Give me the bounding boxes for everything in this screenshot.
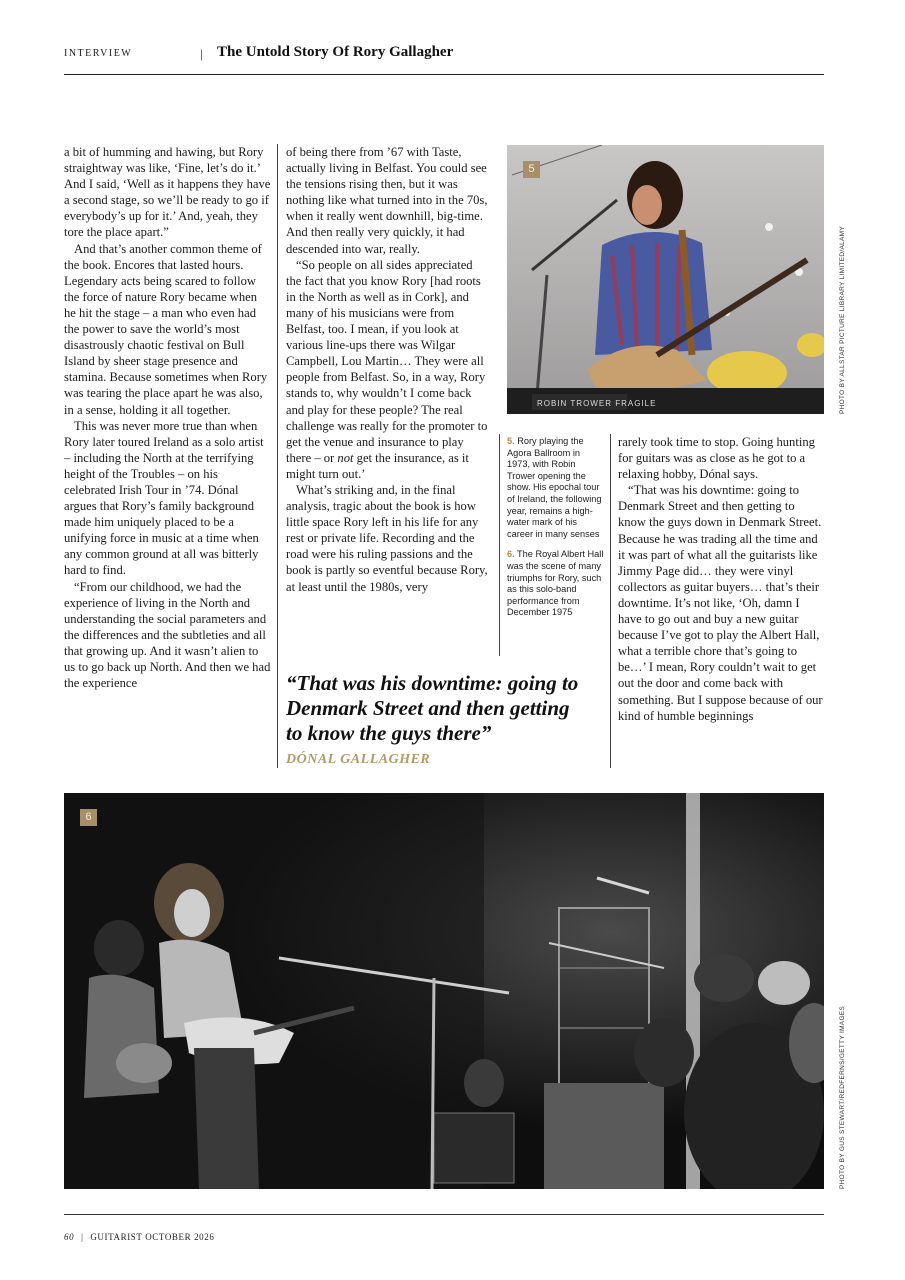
section-kicker: INTERVIEW	[64, 48, 133, 59]
caption-text: The Royal Albert Hall was the scene of many triumphs for Rory, such as this solo-band performance from December 1975	[507, 549, 604, 618]
caption-divider	[499, 434, 500, 656]
paragraph-text: “So people on all sides appreciated the fact that you know Rory [had roots in the North as well as in Cork], and many of his musicians were from Belfast, too. I mean, if you look at various line-ups there was Wilgar Campbell, Lou Martin… They were all people from Belfast. So, in a way, Rory stands to, why wouldn’t I come back and play for these people? The real challenge was really for the promoter to get the venue and insurance to play there – or	[286, 257, 488, 465]
photo-5-credit: PHOTO BY ALLSTAR PICTURE LIBRARY LIMITED/ALAMY	[839, 225, 846, 414]
paragraph: “That was his downtime: going to Denmark Street and then getting to know the guys down in Denmark Street. Because he was trading all the time and it was part of what all the guitarists like Jimmy Page did… they were vinyl collectors as guitar buyers… that’s their downtime. It’s not like, ‘Oh, damn I have to go out and buy a new guitar because I’ve got to play the Albert Hall, what a terrible chore that’s going to be…’ I mean, Rory couldn’t wait to get out the door and come back with something. But I suppose because of our kind of humble beginnings	[618, 483, 823, 723]
caption-6	[507, 549, 604, 619]
paragraph-text: get the insurance, as it might turn out.’	[286, 450, 469, 481]
photo-6-number-badge: 6	[80, 809, 97, 826]
emphasis-text: not	[337, 450, 354, 465]
column-divider	[610, 434, 611, 768]
body-column-1	[64, 144, 271, 691]
paragraph: What’s striking and, in the final analysis, tragic about the book is how little space Rory left in his life for any rest or private life. Recording and the road were his ruling passions and the book is partly so eventful because Rory, at least until the 1980s, very	[286, 482, 488, 594]
caption-number: 5.	[507, 436, 515, 446]
caption-5	[507, 436, 604, 540]
photo-6-illustration	[64, 793, 824, 1189]
article-title: The Untold Story Of Rory Gallagher	[217, 44, 454, 60]
pull-quote-attribution: DÓNAL GALLAGHER	[286, 752, 431, 767]
caption-number: 6.	[507, 549, 515, 560]
caption-text: Rory playing the Agora Ballroom in 1973, with Robin Trower opening the show. His epochal tour of Ireland, the following year, remains a high-water mark of his career in many senses	[507, 436, 602, 539]
page-footer	[64, 1232, 214, 1242]
photo-5-banner-text: ROBIN TROWER FRAGILE	[537, 399, 657, 408]
column-divider	[277, 144, 278, 768]
photo-rory-royal-albert-hall	[64, 793, 824, 1189]
page-number: 60	[64, 1232, 75, 1242]
photo-5-illustration	[507, 145, 824, 414]
body-column-2	[286, 144, 489, 595]
paragraph: a bit of humming and hawing, but Rory straightway was like, ‘Fine, let’s do it.’ And I said, ‘Well as it happens they have a second stage, so we’ll be ready to go if everybody’s up for it.’ And, yeah, they tore the place apart.”	[64, 145, 271, 240]
paragraph: This was never more true than when Rory later toured Ireland as a solo artist – including the North at the terrifying height of the Troubles – on his celebrated Irish Tour in ’74. Dónal argues that Rory’s family background made him uniquely placed to be a unifying force in music at a time when any common ground at all was bitterly hard to find.	[64, 418, 264, 578]
photo-6-credit: PHOTO BY GUS STEWART/REDFERNS/GETTY IMAGES	[839, 1005, 846, 1189]
body-column-3	[618, 434, 824, 724]
paragraph: rarely took time to stop. Going hunting for guitars was as close as he got to a relaxing hobby, Dónal says.	[618, 435, 815, 482]
footer-rule	[64, 1214, 824, 1215]
magazine-issue: GUITARIST OCTOBER 2026	[90, 1232, 215, 1242]
photo-captions	[507, 436, 604, 619]
photo-5-number-badge: 5	[523, 161, 540, 178]
paragraph: And that’s another common theme of the book. Encores that lasted hours. Legendary acts being scared to follow the force of nature Rory became when he hit the stage – a man who even had the power to save the world’s most disastrously chaotic festival on Bull Island by sheer stage presence and stamina. Because sometimes when Rory was tearing the place apart he was also, in a sense, holding it all together.	[64, 241, 268, 417]
paragraph: “From our childhood, we had the experience of living in the North and understanding the social parameters and the differences and the subtleties and all that growing up. And it wasn’t alien to us to go back up North. And then we had the experience	[64, 579, 271, 691]
page-header	[64, 44, 824, 75]
footer-separator: |	[81, 1232, 84, 1242]
header-separator: |	[200, 46, 203, 61]
paragraph: of being there from ’67 with Taste, actually living in Belfast. You could see the tensions rising then, but it was nothing like what turned into in the 70s, when it really went downhill, big-time. And then really very quickly, it had descended into war, really.	[286, 145, 488, 256]
pull-quote: “That was his downtime: going to Denmark Street and then getting to know the guys there”	[286, 671, 579, 745]
paragraph	[286, 257, 489, 482]
photo-rory-agora-ballroom	[507, 145, 824, 414]
